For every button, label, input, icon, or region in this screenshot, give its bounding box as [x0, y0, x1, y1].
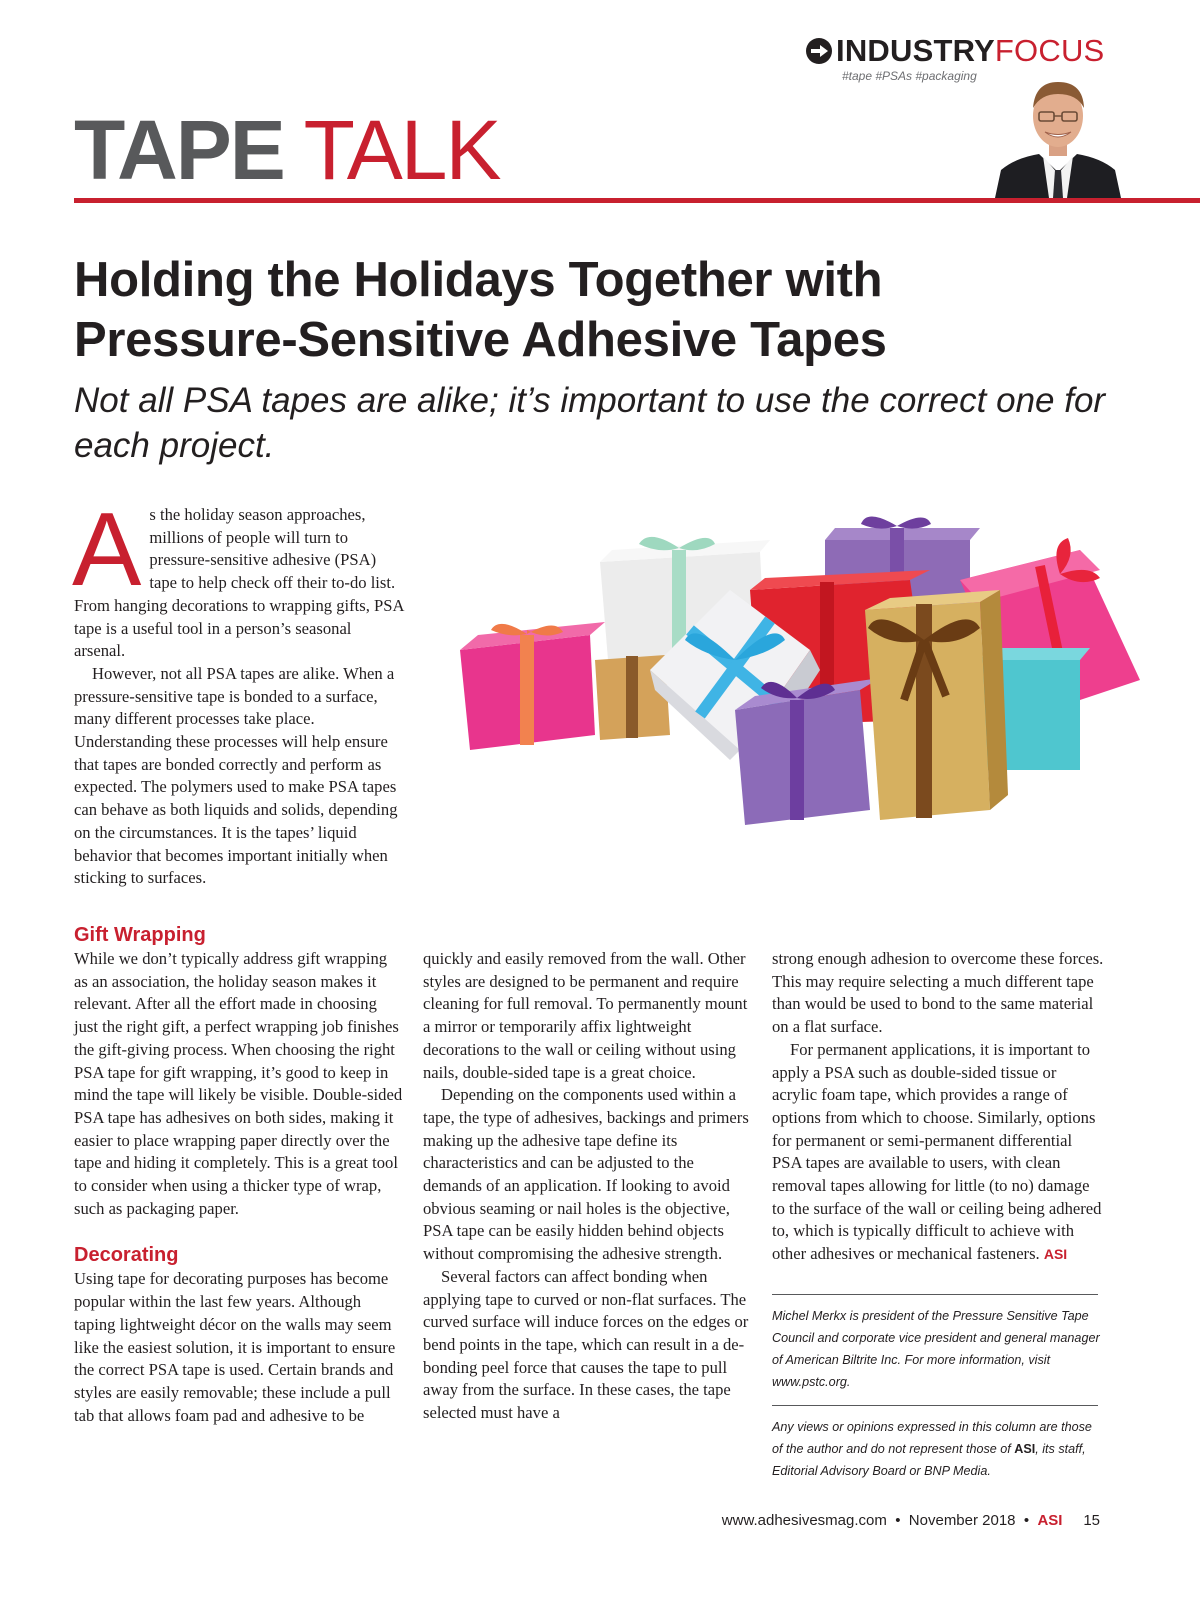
disclaimer-post: , its staff, Editorial Advisory Board or BNP Media.: [772, 1442, 1086, 1478]
industry-focus-word2: FOCUS: [994, 33, 1105, 68]
col3-paragraph-2: [772, 1039, 1104, 1266]
subhead-gift-wrapping: Gift Wrapping: [74, 924, 206, 946]
disclaimer-pre: Any views or opinions expressed in this column are those of the author and do not represent those of: [772, 1420, 1092, 1456]
topic-tags: #tape #PSAs #packaging: [842, 69, 977, 83]
disclaimer-asi: ASI: [1014, 1442, 1036, 1456]
decorating-paragraph: Using tape for decorating purposes has become popular within the last few years. Although taping lightweight décor on the walls may seem like the easiest solution, it is important to ensure the correct PSA tape is used. Certain brands and styles are easily removable; these include a pull tab that allows foam pad and adhesive to be: [74, 1269, 396, 1425]
intro-paragraph-1: s the holiday season approaches, millions of people will turn to pressure-sensitive adhesive (PSA) tape to help check off their to-do list. From hanging decorations to wrapping gifts, PSA tape is a useful tool in a person’s seasonal arsenal.: [74, 505, 404, 661]
gift-wrapping-paragraph: While we don’t typically address gift wrapping as an association, the holiday season makes it relevant. After all the effort made in choosing just the right gift, a perfect wrapping job finishes the gift-giving process. When choosing the right PSA tape for gift wrapping, it’s good to keep in mind the tape will likely be visible. Double-sided PSA tape has adhesives on both sides, making it easier to place wrapping paper directly over the tape and hiding it completely. This is a great tool to consider when using a thicker type of wrap, such as packaging paper.: [74, 949, 403, 1218]
intro-paragraph-2: However, not all PSA tapes are alike. When a pressure-sensitive tape is bonded to a surface, many different processes take place. Understanding these processes will help ensure that tapes are bonded correctly and perform as expected. The polymers used to make PSA tapes can behave as both liquids and solids, depending on the circumstances. It is the tapes’ liquid behavior that becomes important initially when sticking to surfaces.: [74, 663, 398, 888]
col2-paragraph-2: Depending on the components used within a tape, the type of adhesives, backings and primers making up the adhesive tape define its characteristics and can be adjusted to the demands of an application. If looking to avoid obvious seaming or nail holes is the objective, PSA tape can be easily hidden behind objects without compromising the adhesive strength.: [423, 1085, 749, 1264]
col3-paragraph-2-text: For permanent applications, it is important to apply a PSA such as double-sided tissue or acrylic foam tape, which provides a range of options from which to choose. Similarly, options for permanent or semi-permanent differential PSA tapes are available to users, with clean removal tapes allowing for little (to no) damage to the surface of the wall or ceiling being adhered to, which is typically difficult to achieve with other adhesives or mechanical fasteners.: [772, 1039, 1102, 1264]
page-footer: www.adhesivesmag.com • November 2018 • ASI 15: [721, 1512, 1100, 1529]
page-number: 15: [1083, 1512, 1100, 1529]
col3-paragraph-1: strong enough adhesion to overcome these forces. This may require selecting a much different tape than would be used to bond to the same material on a flat surface.: [772, 949, 1104, 1037]
industry-focus-word1: INDUSTRY: [836, 33, 995, 68]
drop-cap: A: [72, 492, 142, 608]
header-rule: [74, 198, 1200, 203]
author-portrait: [995, 70, 1121, 198]
footer-url: www.adhesivesmag.com: [721, 1512, 887, 1529]
author-bio: Michel Merkx is president of the Pressure Sensitive Tape Council and corporate vice president and general manager of American Biltrite Inc. For more information, visit www.pstc.org.: [772, 1309, 1100, 1389]
footer-magazine: ASI: [1037, 1512, 1063, 1529]
column-2: [423, 948, 757, 1425]
disclaimer: [772, 1416, 1102, 1482]
column-title: [74, 105, 499, 195]
gift-boxes-image: [460, 510, 1160, 830]
column-title-word1: TAPE: [74, 103, 284, 197]
col2-paragraph-3: Several factors can affect bonding when applying tape to curved or non-flat surfaces. The curved surface will induce forces on the edges or bend points in the tape, which can result in a de-bonding peel force that causes the tape to pull away from the surface. In these cases, the tape selected must have a: [423, 1266, 749, 1423]
column-3: [772, 948, 1104, 1266]
article-headline: [74, 250, 1134, 370]
headline-line2: Pressure-Sensitive Adhesive Tapes: [74, 313, 887, 367]
column-title-word2: TALK: [303, 103, 500, 197]
arrow-circle-icon: [806, 38, 832, 64]
footer-date: November 2018: [908, 1512, 1016, 1529]
col2-paragraph-1: quickly and easily removed from the wall. Other styles are designed to be permanent and require cleaning for full removal. To permanently mount a mirror or temporarily affix lightweight decorations to the wall or ceiling without using nails, double-sided tape is a great choice.: [423, 949, 748, 1082]
column-1: [74, 922, 404, 1427]
bio-rule: [772, 1294, 1098, 1295]
article-dek: Not all PSA tapes are alike; it’s important to use the correct one for each project.: [74, 381, 1106, 465]
headline-line1: Holding the Holidays Together with: [74, 253, 883, 307]
disclaimer-rule: [772, 1405, 1098, 1406]
end-mark: ASI: [1043, 1246, 1068, 1263]
intro-text: [72, 492, 404, 890]
subhead-decorating: Decorating: [74, 1244, 179, 1267]
industry-focus-logo: [806, 34, 1104, 68]
